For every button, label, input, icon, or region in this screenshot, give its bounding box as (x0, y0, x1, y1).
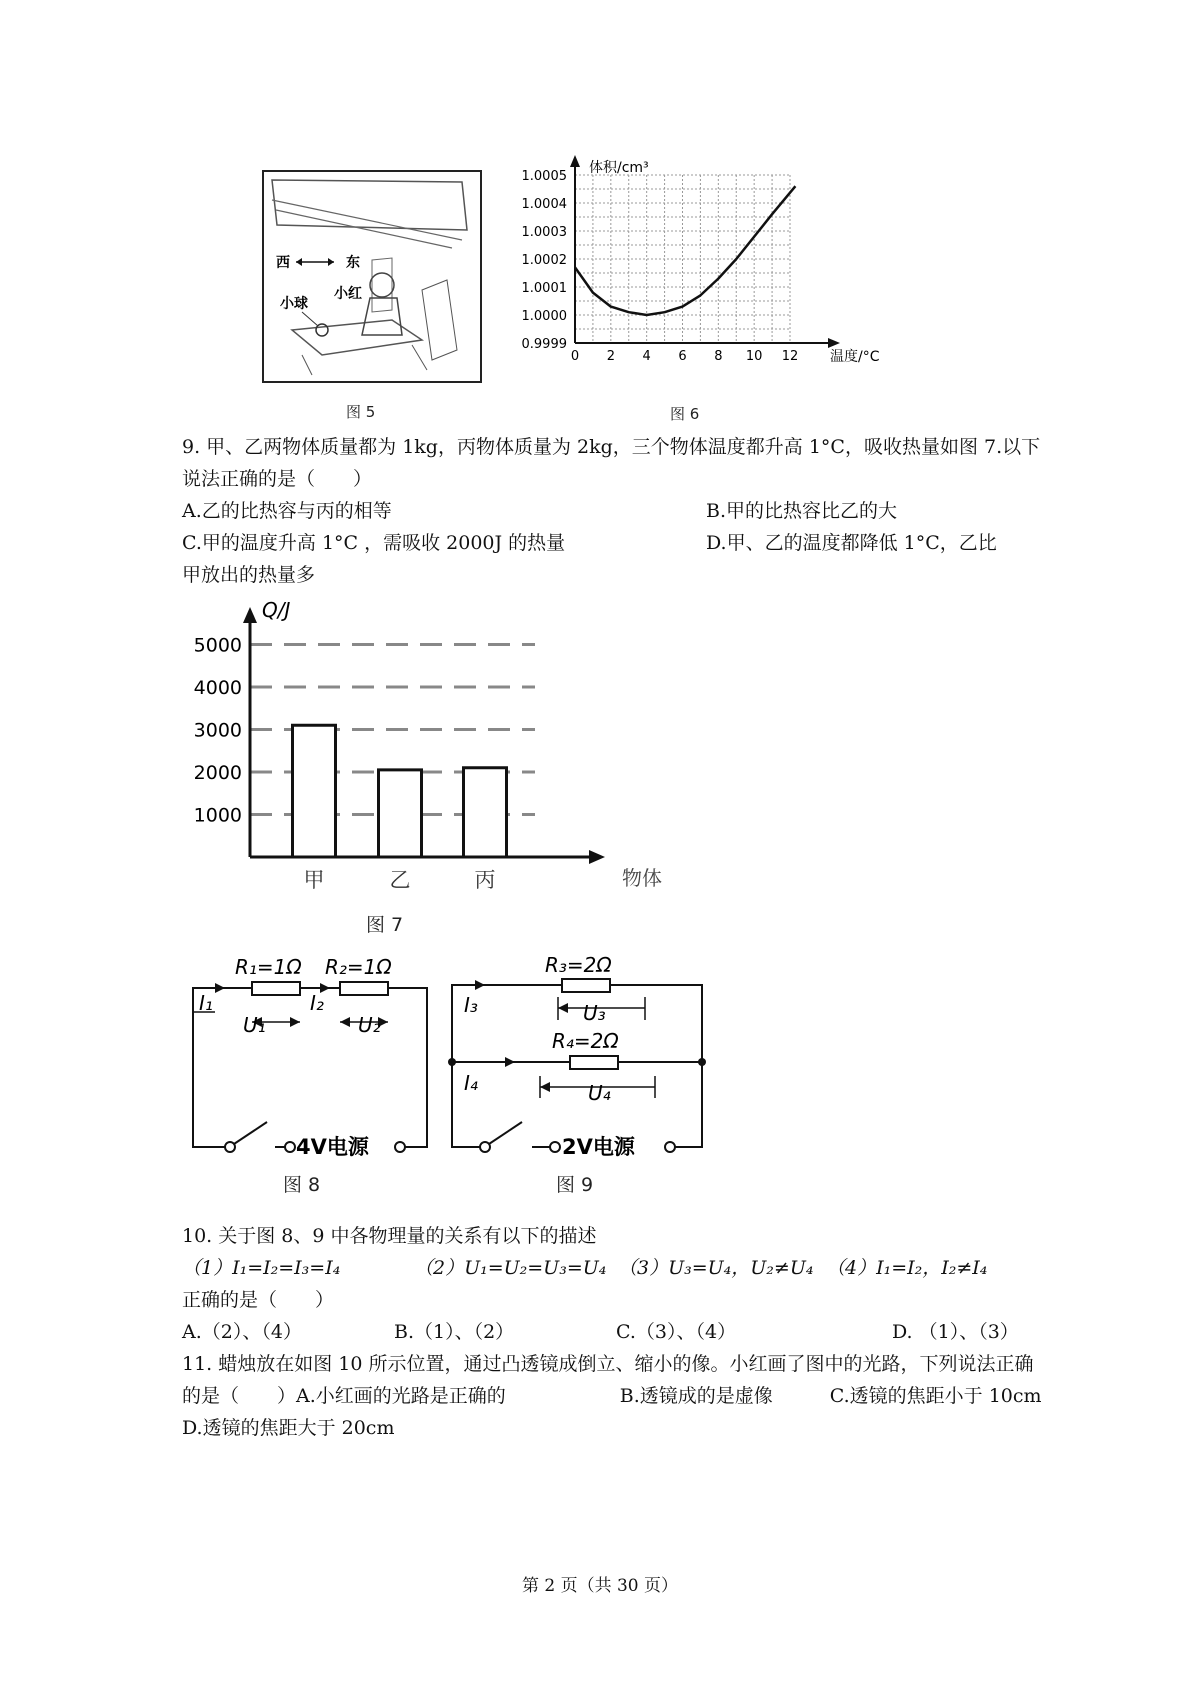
x-axis-arrow (589, 850, 605, 864)
battery-terminal-left (285, 1142, 295, 1152)
y-tick-label: 1.0000 (521, 309, 567, 324)
junction-right (698, 1058, 706, 1066)
figure-9-drawing (440, 950, 710, 1165)
figure-5-illustration (262, 170, 482, 383)
y-tick-label: 5000 (193, 634, 242, 657)
y-tick-label: 0.9999 (521, 337, 567, 352)
fig8-u1-label: U₁ (243, 1013, 266, 1037)
y-tick-label: 1000 (193, 804, 242, 827)
fig9-r3-label: R₃=2Ω (545, 953, 612, 977)
fig9-source-label: 2V电源 (562, 1135, 635, 1159)
page-footer: 第 2 页（共 30 页） (521, 1576, 679, 1596)
fig9-r4-label: R₄=2Ω (552, 1029, 619, 1053)
y-axis-arrow (570, 155, 580, 167)
q10-statement-3: （3）U₃=U₄，U₂≠U₄ (618, 1257, 814, 1279)
figure-5-caption: 图 5 (346, 403, 376, 421)
fig5-east-label: 东 (346, 255, 360, 271)
q10-option-a: A.（2）、（4） (182, 1321, 302, 1343)
q9-option-a: A.乙的比热容与丙的相等 (182, 500, 392, 522)
junction-left (448, 1058, 456, 1066)
q10-option-c: C.（3）、（4） (616, 1321, 737, 1343)
category-label: 乙 (389, 868, 411, 892)
resistor-r3 (562, 979, 610, 992)
category-label: 丙 (474, 868, 496, 892)
figure-8-caption: 图 8 (283, 1174, 321, 1196)
battery-terminal-right (395, 1142, 405, 1152)
fig9-i3-label: I₃ (464, 993, 478, 1017)
y-axis-arrow (243, 607, 257, 623)
fig8-r2-label: R₂=1Ω (325, 955, 392, 979)
x-tick-label: 12 (781, 349, 799, 364)
resistor-r2 (340, 982, 388, 995)
y-tick-label: 1.0002 (521, 253, 567, 268)
y-tick-label: 4000 (193, 677, 242, 699)
fig8-i2-label: I₂ (310, 991, 324, 1015)
x-axis-title: 物体 (622, 866, 662, 890)
figure-8-circuit (185, 950, 435, 1160)
x-tick-label: 0 (570, 349, 580, 364)
resistor-r1 (252, 982, 300, 995)
category-label: 甲 (303, 868, 325, 892)
fig5-person-label: 小红 (334, 286, 362, 302)
y-tick-label: 3000 (193, 719, 242, 742)
figure-7-caption: 图 7 (366, 914, 404, 936)
fig9-i4-label: I₄ (464, 1071, 478, 1095)
y-tick-label: 2000 (193, 762, 242, 784)
fig8-u2-label: U₂ (358, 1013, 381, 1037)
y-tick-label: 1.0003 (521, 225, 567, 240)
fig8-source-label: 4V电源 (296, 1135, 369, 1159)
question-9-stem: 9. 甲、乙两物体质量都为 1kg，丙物体质量为 2kg，三个物体温度都升高 1°C，吸收热量如图 7.以下说法正确的是（ ） (182, 436, 1041, 490)
y-tick-label: 1.0001 (521, 281, 567, 296)
battery-terminal-left (550, 1142, 560, 1152)
q10-option-b: B.（1）、（2） (394, 1321, 515, 1343)
y-tick-label: 1.0004 (521, 197, 567, 212)
bar-3 (464, 768, 507, 857)
q9-option-d-continued: 甲放出的热量多 (182, 564, 316, 586)
fig5-west-label: 西 (276, 255, 290, 271)
q9-option-c: C.甲的温度升高 1°C ，需吸收 2000J 的热量 (182, 532, 566, 554)
q10-statement-4: （4）I₁=I₂，I₂≠I₄ (826, 1257, 988, 1279)
bar-2 (379, 770, 422, 857)
x-tick-label: 8 (714, 349, 723, 364)
x-tick-label: 6 (678, 349, 687, 364)
switch-blade (489, 1122, 522, 1144)
q10-option-d: D. （1）、（3） (892, 1321, 1019, 1343)
switch-terminal (480, 1142, 490, 1152)
volume-curve (575, 186, 795, 315)
switch-terminal (225, 1142, 235, 1152)
q9-option-d: D.甲、乙的温度都降低 1°C，乙比 (706, 532, 997, 554)
switch-blade (234, 1122, 267, 1144)
q10-statement-2: （2）U₁=U₂=U₃=U₄ (414, 1257, 607, 1279)
fig8-i1-label: I₁ (199, 991, 213, 1015)
x-tick-label: 4 (642, 349, 651, 364)
x-axis-title: 温度/°C (830, 349, 880, 365)
x-tick-label: 2 (606, 349, 615, 364)
question-10-stem: 10. 关于图 8、9 中各物理量的关系有以下的描述 (182, 1225, 597, 1247)
bar-1 (293, 725, 336, 857)
x-tick-label: 10 (745, 349, 763, 364)
figure-6-caption: 图 6 (670, 405, 700, 423)
x-axis-arrow (828, 338, 840, 348)
y-axis-title: 体积/cm³ (589, 160, 649, 176)
fig9-u3-label: U₃ (583, 1001, 606, 1025)
figure-9-caption: 图 9 (556, 1174, 594, 1196)
q10-prompt: 正确的是（ ） (182, 1289, 335, 1311)
question-11-text: 11. 蜡烛放在如图 10 所示位置，通过凸透镜成倒立、缩小的像。小红画了图中的光路，下列说法正确的是（ ）A.小红画的光路是正确的 B.透镜成的是虚像 C.透镜的焦距小于 10cm D.透镜的焦距大于 20cm (182, 1353, 1099, 1439)
q9-option-b: B.甲的比热容比乙的大 (706, 500, 898, 522)
fig9-u4-label: U₄ (588, 1081, 611, 1105)
resistor-r4 (570, 1056, 618, 1069)
fig5-ball-label: 小球 (280, 296, 308, 312)
q10-statement-1: （1）I₁=I₂=I₃=I₄ (182, 1257, 341, 1279)
y-axis-title: Q/J (262, 598, 291, 622)
figure-7-chart (180, 595, 662, 895)
fig8-r1-label: R₁=1Ω (235, 955, 302, 979)
figure-6-chart (500, 155, 900, 405)
battery-terminal-right (665, 1142, 675, 1152)
y-tick-label: 1.0005 (521, 169, 567, 184)
